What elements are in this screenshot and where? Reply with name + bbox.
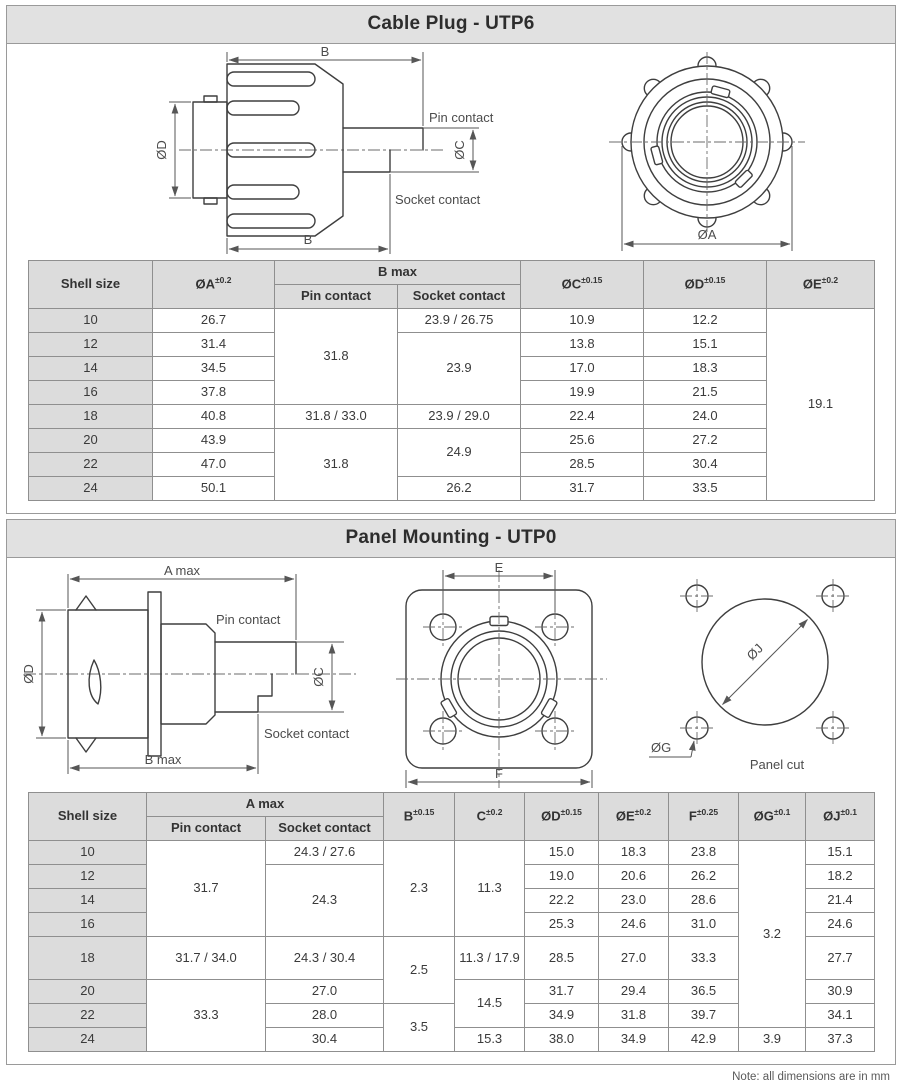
cell-e: 24.6 bbox=[599, 913, 669, 937]
cell-d: 22.2 bbox=[525, 889, 599, 913]
cell-e: 19.1 bbox=[767, 309, 875, 501]
cell-c: 31.7 bbox=[521, 477, 644, 501]
cell-c: 19.9 bbox=[521, 381, 644, 405]
cell-shell: 16 bbox=[29, 381, 153, 405]
cell-d: 34.9 bbox=[525, 1004, 599, 1028]
cell-d: 19.0 bbox=[525, 865, 599, 889]
cell-c: 28.5 bbox=[521, 453, 644, 477]
dim-label-dia-a: ØA bbox=[697, 227, 717, 242]
cell-b: 2.3 bbox=[384, 841, 455, 937]
dim-label-dia-g: ØG bbox=[650, 740, 671, 755]
socket-contact-label: Socket contact bbox=[395, 192, 481, 207]
dim-label-dia-j: ØJ bbox=[743, 640, 766, 663]
dimension-lines bbox=[169, 52, 479, 254]
dim-label-dia-d: ØD bbox=[154, 140, 169, 160]
cable-plug-diagrams bbox=[7, 44, 895, 260]
cell-shell: 10 bbox=[29, 309, 153, 333]
cell-d: 27.2 bbox=[644, 429, 767, 453]
cable-plug-dimensions-table bbox=[28, 260, 875, 501]
cell-j: 27.7 bbox=[806, 937, 875, 980]
cell-f: 23.8 bbox=[669, 841, 739, 865]
cell-e: 34.9 bbox=[599, 1028, 669, 1052]
cell-j: 24.6 bbox=[806, 913, 875, 937]
cell-d: 12.2 bbox=[644, 309, 767, 333]
cell-d: 28.5 bbox=[525, 937, 599, 980]
table-row bbox=[29, 309, 875, 333]
cell-j: 30.9 bbox=[806, 980, 875, 1004]
cell-b-pin: 31.8 bbox=[275, 429, 398, 501]
th-pin-contact: Pin contact bbox=[275, 285, 398, 309]
dimension-lines bbox=[649, 620, 808, 758]
table-row bbox=[29, 477, 875, 501]
panel-cut-caption: Panel cut bbox=[749, 757, 804, 772]
units-note: Note: all dimensions are in mm bbox=[732, 1071, 890, 1080]
cell-shell: 20 bbox=[29, 429, 153, 453]
cell-e: 29.4 bbox=[599, 980, 669, 1004]
cell-d: 30.4 bbox=[644, 453, 767, 477]
cell-g: 3.2 bbox=[739, 841, 806, 1028]
th-pin-contact: Pin contact bbox=[147, 817, 266, 841]
cell-a: 47.0 bbox=[153, 453, 275, 477]
dim-label-dia-d: ØD bbox=[20, 664, 36, 684]
cell-f: 39.7 bbox=[669, 1004, 739, 1028]
th-shell-size: Shell size bbox=[29, 793, 147, 841]
cell-shell: 22 bbox=[29, 1004, 147, 1028]
th-socket-contact: Socket contact bbox=[266, 817, 384, 841]
cell-shell: 14 bbox=[29, 357, 153, 381]
dim-label-b-bottom: B bbox=[303, 232, 313, 247]
panel-mounting-table-wrap bbox=[7, 792, 895, 1064]
cell-d: 18.3 bbox=[644, 357, 767, 381]
dim-label-dia-c: ØC bbox=[310, 667, 326, 687]
th-shell-size: Shell size bbox=[29, 261, 153, 309]
cell-shell: 18 bbox=[29, 405, 153, 429]
cell-d: 33.5 bbox=[644, 477, 767, 501]
cell-a-socket: 24.3 / 27.6 bbox=[266, 841, 384, 865]
th-dia-a: $ØA^{\pm 0.2}$ bbox=[153, 261, 275, 309]
cell-shell: 18 bbox=[29, 937, 147, 980]
cell-a-socket: 30.4 bbox=[266, 1028, 384, 1052]
cell-b-socket: 26.2 bbox=[398, 477, 521, 501]
th-dia-e: $ØE^{\pm 0.2}$ bbox=[599, 793, 669, 841]
panel-mounting-dimensions-table bbox=[28, 792, 875, 1052]
cell-a-socket: 24.3 bbox=[266, 865, 384, 937]
panel-mount-side-view-diagram bbox=[8, 562, 368, 784]
cell-shell: 16 bbox=[29, 913, 147, 937]
cell-shell: 20 bbox=[29, 980, 147, 1004]
cell-d: 15.1 bbox=[644, 333, 767, 357]
cell-shell: 12 bbox=[29, 865, 147, 889]
section-panel-mounting bbox=[6, 519, 896, 1065]
cell-a: 40.8 bbox=[153, 405, 275, 429]
cell-b-socket: 24.9 bbox=[398, 429, 521, 477]
th-dia-d: $ØD^{\pm 0.15}$ bbox=[525, 793, 599, 841]
th-dia-d: $ØD^{\pm 0.15}$ bbox=[644, 261, 767, 309]
cell-a-socket: 28.0 bbox=[266, 1004, 384, 1028]
cell-e: 20.6 bbox=[599, 865, 669, 889]
cell-shell: 22 bbox=[29, 453, 153, 477]
cell-e: 31.8 bbox=[599, 1004, 669, 1028]
cell-g: 3.9 bbox=[739, 1028, 806, 1052]
section-title-cable-plug: Cable Plug - UTP6 bbox=[7, 6, 895, 44]
cable-plug-table-wrap bbox=[7, 260, 895, 513]
cell-b: 3.5 bbox=[384, 1004, 455, 1052]
cell-shell: 24 bbox=[29, 1028, 147, 1052]
cell-d: 25.3 bbox=[525, 913, 599, 937]
pin-contact-label: Pin contact bbox=[215, 612, 280, 627]
cell-j: 21.4 bbox=[806, 889, 875, 913]
cell-a: 31.4 bbox=[153, 333, 275, 357]
th-c: $C^{\pm 0.2}$ bbox=[455, 793, 525, 841]
cell-a: 50.1 bbox=[153, 477, 275, 501]
cell-j: 34.1 bbox=[806, 1004, 875, 1028]
cell-a-socket: 27.0 bbox=[266, 980, 384, 1004]
cell-c: 17.0 bbox=[521, 357, 644, 381]
cable-plug-side-view-diagram bbox=[87, 46, 537, 260]
cell-shell: 12 bbox=[29, 333, 153, 357]
cell-j: 37.3 bbox=[806, 1028, 875, 1052]
cell-a-pin: 33.3 bbox=[147, 980, 266, 1052]
th-socket-contact: Socket contact bbox=[398, 285, 521, 309]
panel-mount-front-view-diagram bbox=[394, 562, 609, 792]
cell-d: 21.5 bbox=[644, 381, 767, 405]
cell-f: 28.6 bbox=[669, 889, 739, 913]
th-dia-e: $ØE^{\pm 0.2}$ bbox=[767, 261, 875, 309]
cell-c: 22.4 bbox=[521, 405, 644, 429]
dim-label-e: E bbox=[494, 562, 503, 575]
cell-f: 26.2 bbox=[669, 865, 739, 889]
cell-f: 36.5 bbox=[669, 980, 739, 1004]
cell-d: 15.0 bbox=[525, 841, 599, 865]
cell-shell: 14 bbox=[29, 889, 147, 913]
th-dia-c: $ØC^{\pm 0.15}$ bbox=[521, 261, 644, 309]
cell-a-pin: 31.7 / 34.0 bbox=[147, 937, 266, 980]
pin-contact-label: Pin contact bbox=[429, 110, 494, 125]
th-b: $B^{\pm 0.15}$ bbox=[384, 793, 455, 841]
cell-e: 23.0 bbox=[599, 889, 669, 913]
cell-a: 26.7 bbox=[153, 309, 275, 333]
panel-mounting-diagrams bbox=[7, 558, 895, 792]
dim-label-b-top: B bbox=[320, 46, 330, 59]
cell-a: 37.8 bbox=[153, 381, 275, 405]
dim-label-b-max: B max bbox=[144, 752, 181, 767]
table-row bbox=[29, 429, 875, 453]
cell-b-pin: 31.8 / 33.0 bbox=[275, 405, 398, 429]
cable-plug-front-view-diagram bbox=[595, 46, 825, 260]
cell-e: 18.3 bbox=[599, 841, 669, 865]
table-row bbox=[29, 841, 875, 865]
cell-d: 38.0 bbox=[525, 1028, 599, 1052]
cell-c: 13.8 bbox=[521, 333, 644, 357]
cell-f: 33.3 bbox=[669, 937, 739, 980]
th-f: $F^{\pm 0.25}$ bbox=[669, 793, 739, 841]
table-row bbox=[29, 333, 875, 357]
cell-b-pin: 31.8 bbox=[275, 309, 398, 405]
cell-d: 24.0 bbox=[644, 405, 767, 429]
section-cable-plug bbox=[6, 5, 896, 514]
section-title-panel-mounting: Panel Mounting - UTP0 bbox=[7, 520, 895, 558]
th-dia-j: $ØJ^{\pm 0.1}$ bbox=[806, 793, 875, 841]
th-dia-g: $ØG^{\pm 0.1}$ bbox=[739, 793, 806, 841]
cell-c: 14.5 bbox=[455, 980, 525, 1028]
cell-a-pin: 31.7 bbox=[147, 841, 266, 937]
socket-contact-label: Socket contact bbox=[263, 726, 349, 741]
cell-j: 15.1 bbox=[806, 841, 875, 865]
cell-shell: 10 bbox=[29, 841, 147, 865]
cell-b-socket: 23.9 bbox=[398, 333, 521, 405]
th-a-max-group: A max bbox=[147, 793, 384, 817]
cell-b-socket: 23.9 / 26.75 bbox=[398, 309, 521, 333]
cell-b-socket: 23.9 / 29.0 bbox=[398, 405, 521, 429]
dim-label-f: F bbox=[494, 766, 503, 781]
cell-a: 34.5 bbox=[153, 357, 275, 381]
cell-a: 43.9 bbox=[153, 429, 275, 453]
cell-shell: 24 bbox=[29, 477, 153, 501]
th-b-max-group: B max bbox=[275, 261, 521, 285]
cell-c: 11.3 bbox=[455, 841, 525, 937]
dim-label-a-max: A max bbox=[163, 563, 200, 578]
cell-c: 25.6 bbox=[521, 429, 644, 453]
cell-f: 42.9 bbox=[669, 1028, 739, 1052]
panel-cut-diagram bbox=[635, 562, 895, 792]
table-row bbox=[29, 405, 875, 429]
cell-c: 10.9 bbox=[521, 309, 644, 333]
cell-d: 31.7 bbox=[525, 980, 599, 1004]
cell-c: 11.3 / 17.9 bbox=[455, 937, 525, 980]
cell-f: 31.0 bbox=[669, 913, 739, 937]
dim-label-dia-c: ØC bbox=[452, 140, 467, 160]
cell-b: 2.5 bbox=[384, 937, 455, 1004]
cell-e: 27.0 bbox=[599, 937, 669, 980]
cell-c: 15.3 bbox=[455, 1028, 525, 1052]
cell-j: 18.2 bbox=[806, 865, 875, 889]
cell-a-socket: 24.3 / 30.4 bbox=[266, 937, 384, 980]
